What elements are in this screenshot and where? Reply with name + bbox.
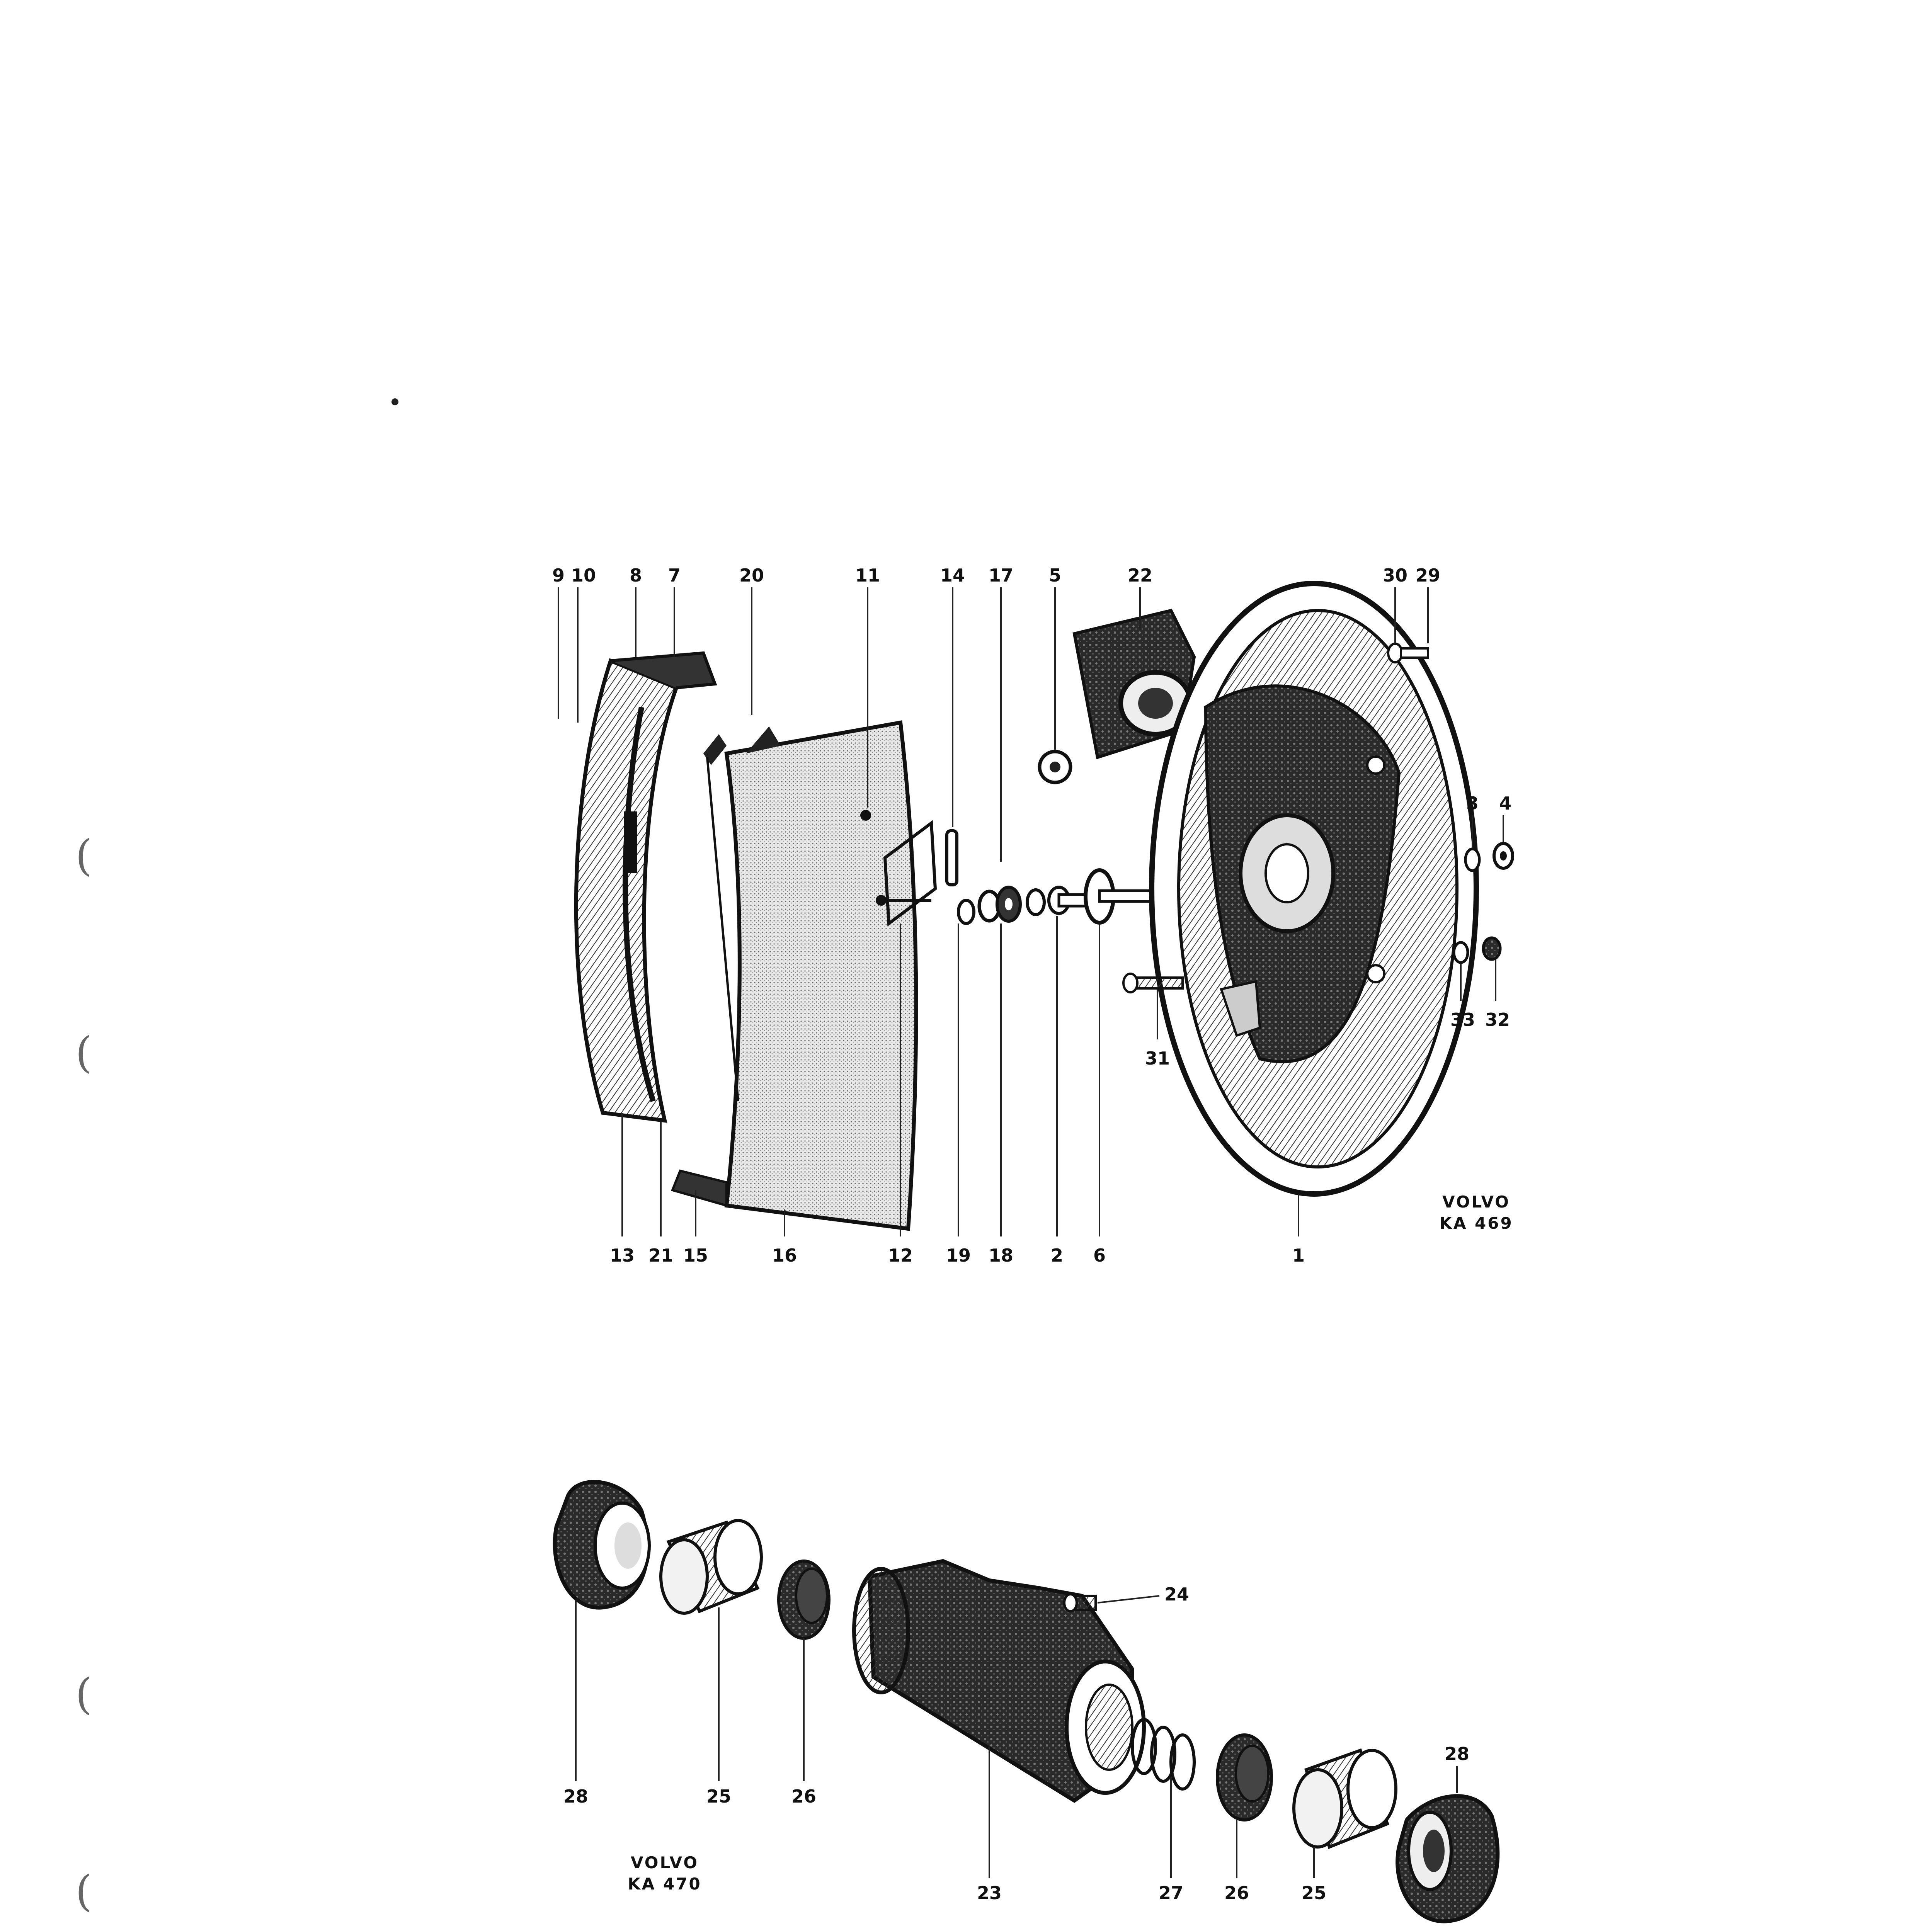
callout-label: 14 (940, 565, 965, 586)
callout-label: 22 (1127, 565, 1153, 586)
callout-label: 10 (571, 565, 596, 586)
callout-label: 4 (1499, 793, 1512, 814)
callout-label: 8 (629, 565, 642, 586)
piston-right (1294, 1750, 1396, 1847)
piston-left (661, 1520, 761, 1613)
callout-label: 20 (739, 565, 764, 586)
callout-label: 32 (1485, 1009, 1510, 1030)
callout-label: 24 (1164, 1584, 1190, 1605)
callout-label: 15 (683, 1245, 708, 1266)
margin-mark: ( (75, 1866, 92, 1916)
figure-stamp-line: KA 470 (628, 1874, 702, 1893)
dust-boot-right (1397, 1796, 1498, 1921)
margin-mark: ( (75, 1669, 92, 1719)
figure-stamp-line: VOLVO (631, 1853, 699, 1872)
brake-lining (672, 723, 916, 1229)
figure-stamp-line: KA 469 (1439, 1214, 1513, 1233)
callout-label: 6 (1093, 1245, 1106, 1266)
washer-stack (958, 887, 1044, 923)
speck (391, 398, 398, 405)
margin-mark: ( (75, 1028, 92, 1077)
callout-label: 9 (552, 565, 565, 586)
callout-label: 25 (706, 1786, 732, 1807)
callout-label: 2 (1050, 1245, 1064, 1266)
figure-1-brake-assembly (552, 565, 1513, 1266)
callout-label: 28 (563, 1786, 589, 1807)
callout-label: 25 (1301, 1883, 1327, 1903)
dust-boot-left (555, 1482, 649, 1607)
callout-label: 11 (855, 565, 880, 586)
washer (1454, 942, 1468, 963)
callout-label: 13 (609, 1245, 635, 1266)
callout-label: 28 (1444, 1743, 1470, 1764)
callout-label: 7 (668, 565, 681, 586)
seal-cup-right (1217, 1735, 1271, 1820)
callout-label: 29 (1415, 565, 1441, 586)
brake-shoe (576, 653, 727, 1121)
callout-label: 12 (888, 1245, 913, 1266)
callout-label: 17 (988, 565, 1014, 586)
figure-stamp-line: VOLVO (1442, 1192, 1510, 1211)
callout-label: 27 (1158, 1883, 1184, 1903)
callout-label: 23 (977, 1883, 1002, 1903)
callout-label: 33 (1450, 1009, 1476, 1030)
callout-label: 30 (1382, 565, 1408, 586)
callout-label: 18 (988, 1245, 1014, 1266)
callout-label: 31 (1145, 1048, 1170, 1069)
cylinder-body (854, 1561, 1144, 1801)
figure-2-wheel-cylinder (555, 1482, 1498, 1921)
callout-label: 1 (1292, 1245, 1305, 1266)
bolt (1123, 974, 1183, 992)
callout-label: 5 (1048, 565, 1062, 586)
washer (1465, 849, 1479, 871)
backing-plate (1152, 583, 1476, 1194)
margin-mark: ( (75, 831, 92, 880)
callout-label: 16 (772, 1245, 797, 1266)
callout-label: 19 (946, 1245, 971, 1266)
seal-cup-left (779, 1561, 829, 1638)
callout-label: 26 (791, 1786, 817, 1807)
callout-label: 26 (1224, 1883, 1249, 1903)
callout-label: 3 (1466, 793, 1479, 814)
callout-label: 21 (648, 1245, 674, 1266)
bleeder-screw (1064, 1594, 1096, 1611)
nut (1483, 938, 1500, 959)
spring-pin (947, 831, 957, 885)
